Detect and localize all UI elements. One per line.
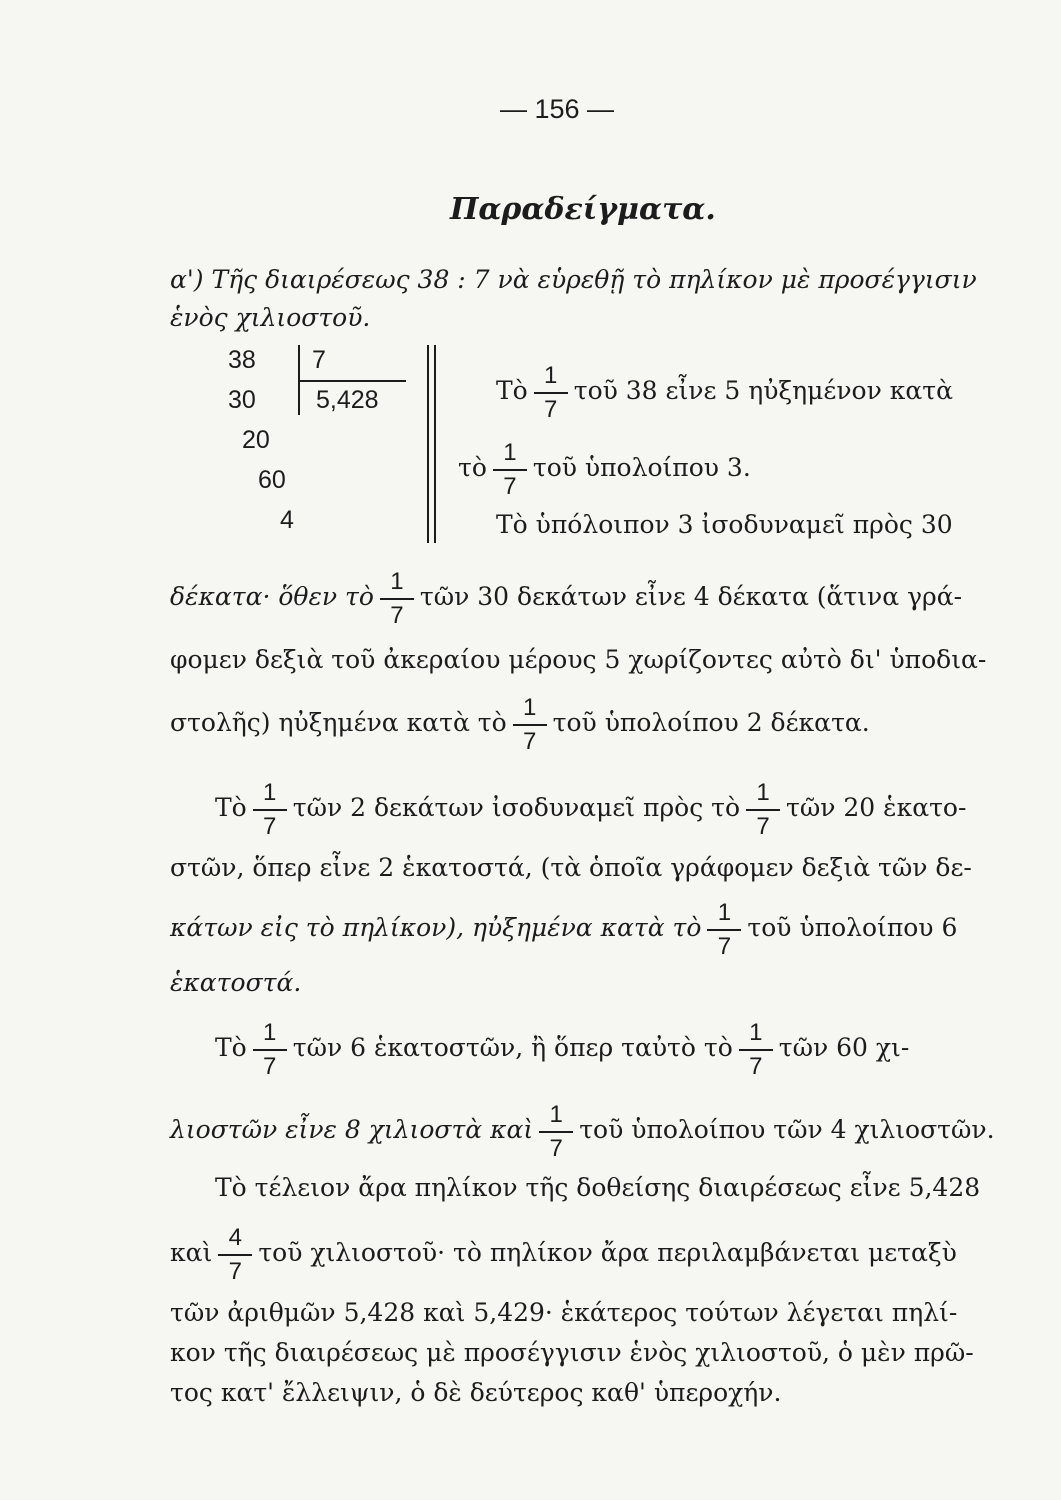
fraction-one-seventh [513, 694, 547, 755]
text: Τὸ [215, 793, 247, 822]
line-r3: Τὸ ὑπόλοιπον 3 ἰσοδυναμεῖ πρὸς 30 [496, 510, 953, 539]
fraction-numerator: 1 [544, 362, 558, 389]
divisor: 7 [312, 346, 326, 374]
line-p4 [215, 779, 967, 840]
fraction-denominator: 7 [263, 1053, 277, 1080]
fraction-one-seventh [534, 362, 568, 423]
fraction-one-seventh [739, 1019, 773, 1080]
line-p10: Τὸ τέλειον ἄρα πηλίκον τῆς δοθείσης διαιρέσεως εἶνε 5,428 [215, 1173, 981, 1202]
remainder-60: 60 [258, 466, 286, 494]
fraction-denominator: 7 [544, 396, 558, 423]
text: τοῦ ὑπολοίπου 2 δέκατα. [552, 708, 870, 737]
line-p9 [170, 1101, 995, 1162]
fraction-one-seventh [380, 568, 414, 629]
fraction-denominator: 7 [503, 473, 517, 500]
example-intro-line-1 [170, 267, 977, 292]
line-p5: στῶν, ὅπερ εἶνε 2 ἑκατοστά, (τὰ ὁποῖα γράφομεν δεξιὰ τῶν δε- [170, 853, 972, 882]
fraction-one-seventh [253, 1019, 287, 1080]
line-p14: τος κατ' ἔλλειψιν, ὁ δὲ δεύτερος καθ' ὑπεροχήν. [170, 1378, 782, 1407]
text: Τὸ [215, 1033, 247, 1062]
fraction-numerator: 1 [503, 439, 517, 466]
text: τοῦ 38 εἶνε 5 ηὐξημένον κατὰ [573, 376, 953, 405]
line-p7: ἑκατοστά. [170, 968, 302, 997]
fraction-denominator: 7 [522, 728, 537, 755]
text: καὶ [170, 1238, 213, 1267]
fraction-numerator: 4 [228, 1224, 242, 1251]
text: τοῦ ὑπολοίπου 3. [532, 453, 751, 482]
section-heading: Παραδείγματα. [450, 192, 716, 227]
page-number: — 156 — [500, 94, 615, 124]
fraction-numerator: 1 [549, 1101, 563, 1128]
fraction-one-seventh [539, 1101, 573, 1162]
text: τῶν 2 δεκάτων ἰσοδυναμεῖ πρὸς τὸ [292, 793, 741, 822]
quotient: 5,428 [316, 386, 379, 414]
fraction-denominator: 7 [717, 933, 732, 960]
example-statement: Τῆς διαιρέσεως 38 : 7 νὰ εὑρεθῇ τὸ πηλίκον μὲ προσέγγισιν [211, 265, 977, 294]
remainder-30: 30 [228, 386, 256, 414]
double-rule-right [434, 345, 436, 543]
remainder-4: 4 [280, 506, 294, 534]
text: τῶν 6 ἑκατοστῶν, ἢ ὅπερ ταὐτὸ τὸ [292, 1033, 733, 1062]
text: τῶν 60 χι- [778, 1033, 910, 1062]
fraction-one-seventh [707, 899, 741, 960]
line-p1 [170, 568, 963, 629]
line-r2 [458, 439, 751, 500]
text: τὸ [458, 453, 487, 482]
example-intro-line-2: ἑνὸς χιλιοστοῦ. [170, 303, 371, 332]
dividend-38: 38 [228, 346, 256, 374]
example-label: α') [170, 265, 204, 294]
text: στολῆς) ηὐξημένα κατὰ τὸ [170, 708, 507, 737]
fraction-one-seventh [253, 779, 287, 840]
text: Τὸ [496, 376, 528, 405]
fraction-numerator: 1 [263, 1019, 277, 1046]
line-p12: τῶν ἀριθμῶν 5,428 καὶ 5,429· ἑκάτερος τούτων λέγεται πηλί- [170, 1298, 958, 1327]
line-r1 [496, 362, 953, 423]
fraction-numerator: 1 [522, 694, 537, 721]
fraction-denominator: 7 [756, 813, 770, 840]
remainder-20: 20 [242, 426, 270, 454]
text: τῶν 30 δεκάτων εἶνε 4 δέκατα (ἅτινα γρά- [419, 582, 963, 611]
text: λιοστῶν εἶνε 8 χιλιοστὰ καὶ [170, 1115, 534, 1144]
line-p8 [215, 1019, 910, 1080]
text: τοῦ ὑπολοίπου τῶν 4 χιλιοστῶν. [579, 1115, 995, 1144]
double-rule-left [427, 345, 429, 543]
fraction-denominator: 7 [390, 602, 404, 629]
text: τῶν 20 ἑκατο- [786, 793, 967, 822]
line-p13: κον τῆς διαιρέσεως μὲ προσέγγισιν ἑνὸς χιλιοστοῦ, ὁ μὲν πρῶ- [170, 1338, 974, 1367]
text: τοῦ χιλιοστοῦ· τὸ πηλίκον ἄρα περιλαμβάνεται μεταξὺ [258, 1238, 957, 1267]
fraction-numerator: 1 [717, 899, 732, 926]
fraction-denominator: 7 [228, 1258, 242, 1285]
line-p2: φομεν δεξιὰ τοῦ ἀκεραίου μέρους 5 χωρίζοντες αὐτὸ δι' ὑποδια- [170, 645, 987, 674]
fraction-denominator: 7 [749, 1053, 763, 1080]
fraction-denominator: 7 [549, 1135, 563, 1162]
line-p6 [170, 899, 958, 960]
text: δέκατα· ὅθεν τὸ [170, 582, 374, 611]
fraction-one-seventh [746, 779, 780, 840]
fraction-one-seventh [493, 439, 527, 500]
fraction-numerator: 1 [390, 568, 404, 595]
fraction-numerator: 1 [756, 779, 770, 806]
line-p3 [170, 694, 870, 755]
fraction-numerator: 1 [263, 779, 277, 806]
division-horizontal-rule [298, 380, 406, 382]
line-p11 [170, 1224, 957, 1285]
fraction-denominator: 7 [263, 813, 277, 840]
text: κάτων εἰς τὸ πηλίκον), ηὐξημένα κατὰ τὸ [170, 913, 702, 942]
fraction-numerator: 1 [749, 1019, 763, 1046]
fraction-four-sevenths [218, 1224, 252, 1285]
text: τοῦ ὑπολοίπου 6 [747, 913, 958, 942]
